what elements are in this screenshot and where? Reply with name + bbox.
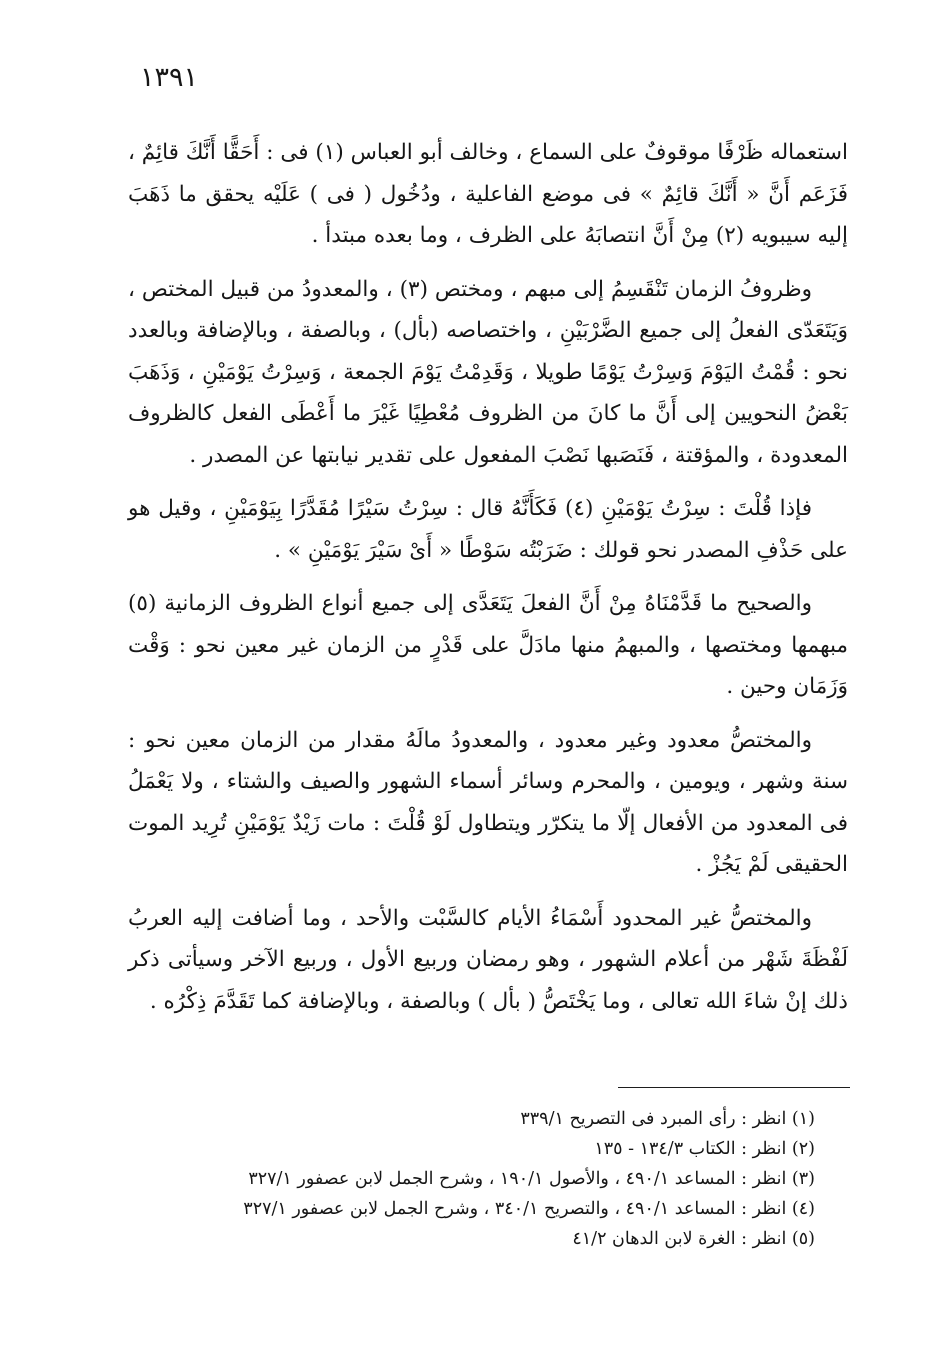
paragraph: وظروفُ الزمان تَنْقَسِمُ إلى مبهم ، ومختص (٣) ، والمعدودُ من قبيل المختص ، وَيَتَعَدّى الفعلُ إلى جميع الضَّرْبَيْنِ ، واختصاصه (بأل) ، وبالصفة ، وبالإضافة وبالعدد نحو : قُمْتُ اليَوْمَ وَسِرْتُ يَوْمًا طويلا ، وَقَدِمْتُ يَوْمَ الجمعة ، وَسِرْتُ يَوْمَيْنِ ، وَذَهَبَ بَعْضُ النحويين إلى أَنَّ ما كانَ من الظروف مُعْطِيًا غَيْرَ ما أَعْطَى الفعل كالظروف المعدودة ، والمؤقتة ، فَنَصَبها نَصْبَ المفعول على تقدير نيابتها عن المصدر . <box>128 276 848 468</box>
paragraph: والمختصُّ غير المحدود أَسْمَاءُ الأيام كالسَّبْت والأحد ، وما أضافت إليه العربُ لَفْظَةَ شَهْر من أعلام الشهور ، وهو رمضان وربيع الأول ، وربيع الآخر وسيأتى ذكر ذلك إنْ شاءَ الله تعالى ، وما يَخْتَصُّ ( بأل ) وبالصفة ، وبالإضافة كما تَقَدَّمَ ذِكْرُه . <box>128 905 848 1014</box>
footnote-divider <box>618 1087 850 1088</box>
paragraph: استعماله ظَرْفًا موقوفٌ على السماع ، وخالف أبو العباس (١) فى : أَحَقًّا أَنَّكَ قائِمٌ ، فَزَعَم أَنَّ « أَنَّكَ قائِمٌ » فى موضع الفاعلية ، ودُخُول ( فى ) عَلَيْه يحقق ما ذَهَبَ إليه سيبويه (٢) مِنْ أَنَّ انتصابَهُ على الظرف ، وما بعده مبتدأ . <box>128 140 848 248</box>
footnote: (١) انظر : رأى المبرد فى التصريح ٣٣٩/١ <box>520 1109 815 1129</box>
page-number: ١٣٩١ <box>140 62 199 93</box>
footnote: (٥) انظر : الغرة لابن الدهان ٤١/٢ <box>572 1229 815 1249</box>
footnote: (٣) انظر : المساعد ٤٩٠/١ ، والأصول ١٩٠/١ ، وشرح الجمل لابن عصفور ٣٢٧/١ <box>248 1169 815 1189</box>
footnote: (٢) انظر : الكتاب ١٣٤/٣ - ١٣٥ <box>594 1139 815 1159</box>
paragraph: فإذا قُلْتَ : سِرْتُ يَوْمَيْنِ (٤) فَكَأَنَّهُ قال : سِرْتُ سَيْرًا مُقَدَّرًا بِيَوْمَيْنِ ، وقيل هو على حَذْفِ المصدر نحو قولك : ضَرَبْتُه سَوْطًا « أَىْ سَيْرَ يَوْمَيْنِ » . <box>128 496 848 563</box>
footnotes-list <box>160 1104 815 1254</box>
paragraph: والمختصُّ معدود وغير معدود ، والمعدودُ مالَهُ مقدار من الزمان معين نحو : سنة وشهر ، ويومين ، والمحرم وسائر أسماء الشهور والصيف والشتاء ، ولا يَعْمَلُ فى المعدود من الأفعال إلّا ما يتكرّر ويتطاول لَوْ قُلْتَ : مات زَيْدٌ يَوْمَيْنِ تُرِيد الموت الحقيقى لَمْ يَجُزْ . <box>128 727 848 877</box>
paragraph: والصحيح ما قَدَّمْنَاهُ مِنْ أَنَّ الفعلَ يَتَعَدَّى إلى جميع أنواع الظروف الزمانية (٥) مبهمها ومختصها ، والمبهمُ منها مادَلَّ على قَدْرٍ من الزمان غير معين نحو : وَقْت وَزَمَان وحين . <box>128 591 848 699</box>
body-text <box>128 132 848 1034</box>
footnote: (٤) انظر : المساعد ٤٩٠/١ ، والتصريح ٣٤٠/١ ، وشرح الجمل لابن عصفور ٣٢٧/١ <box>243 1199 815 1219</box>
